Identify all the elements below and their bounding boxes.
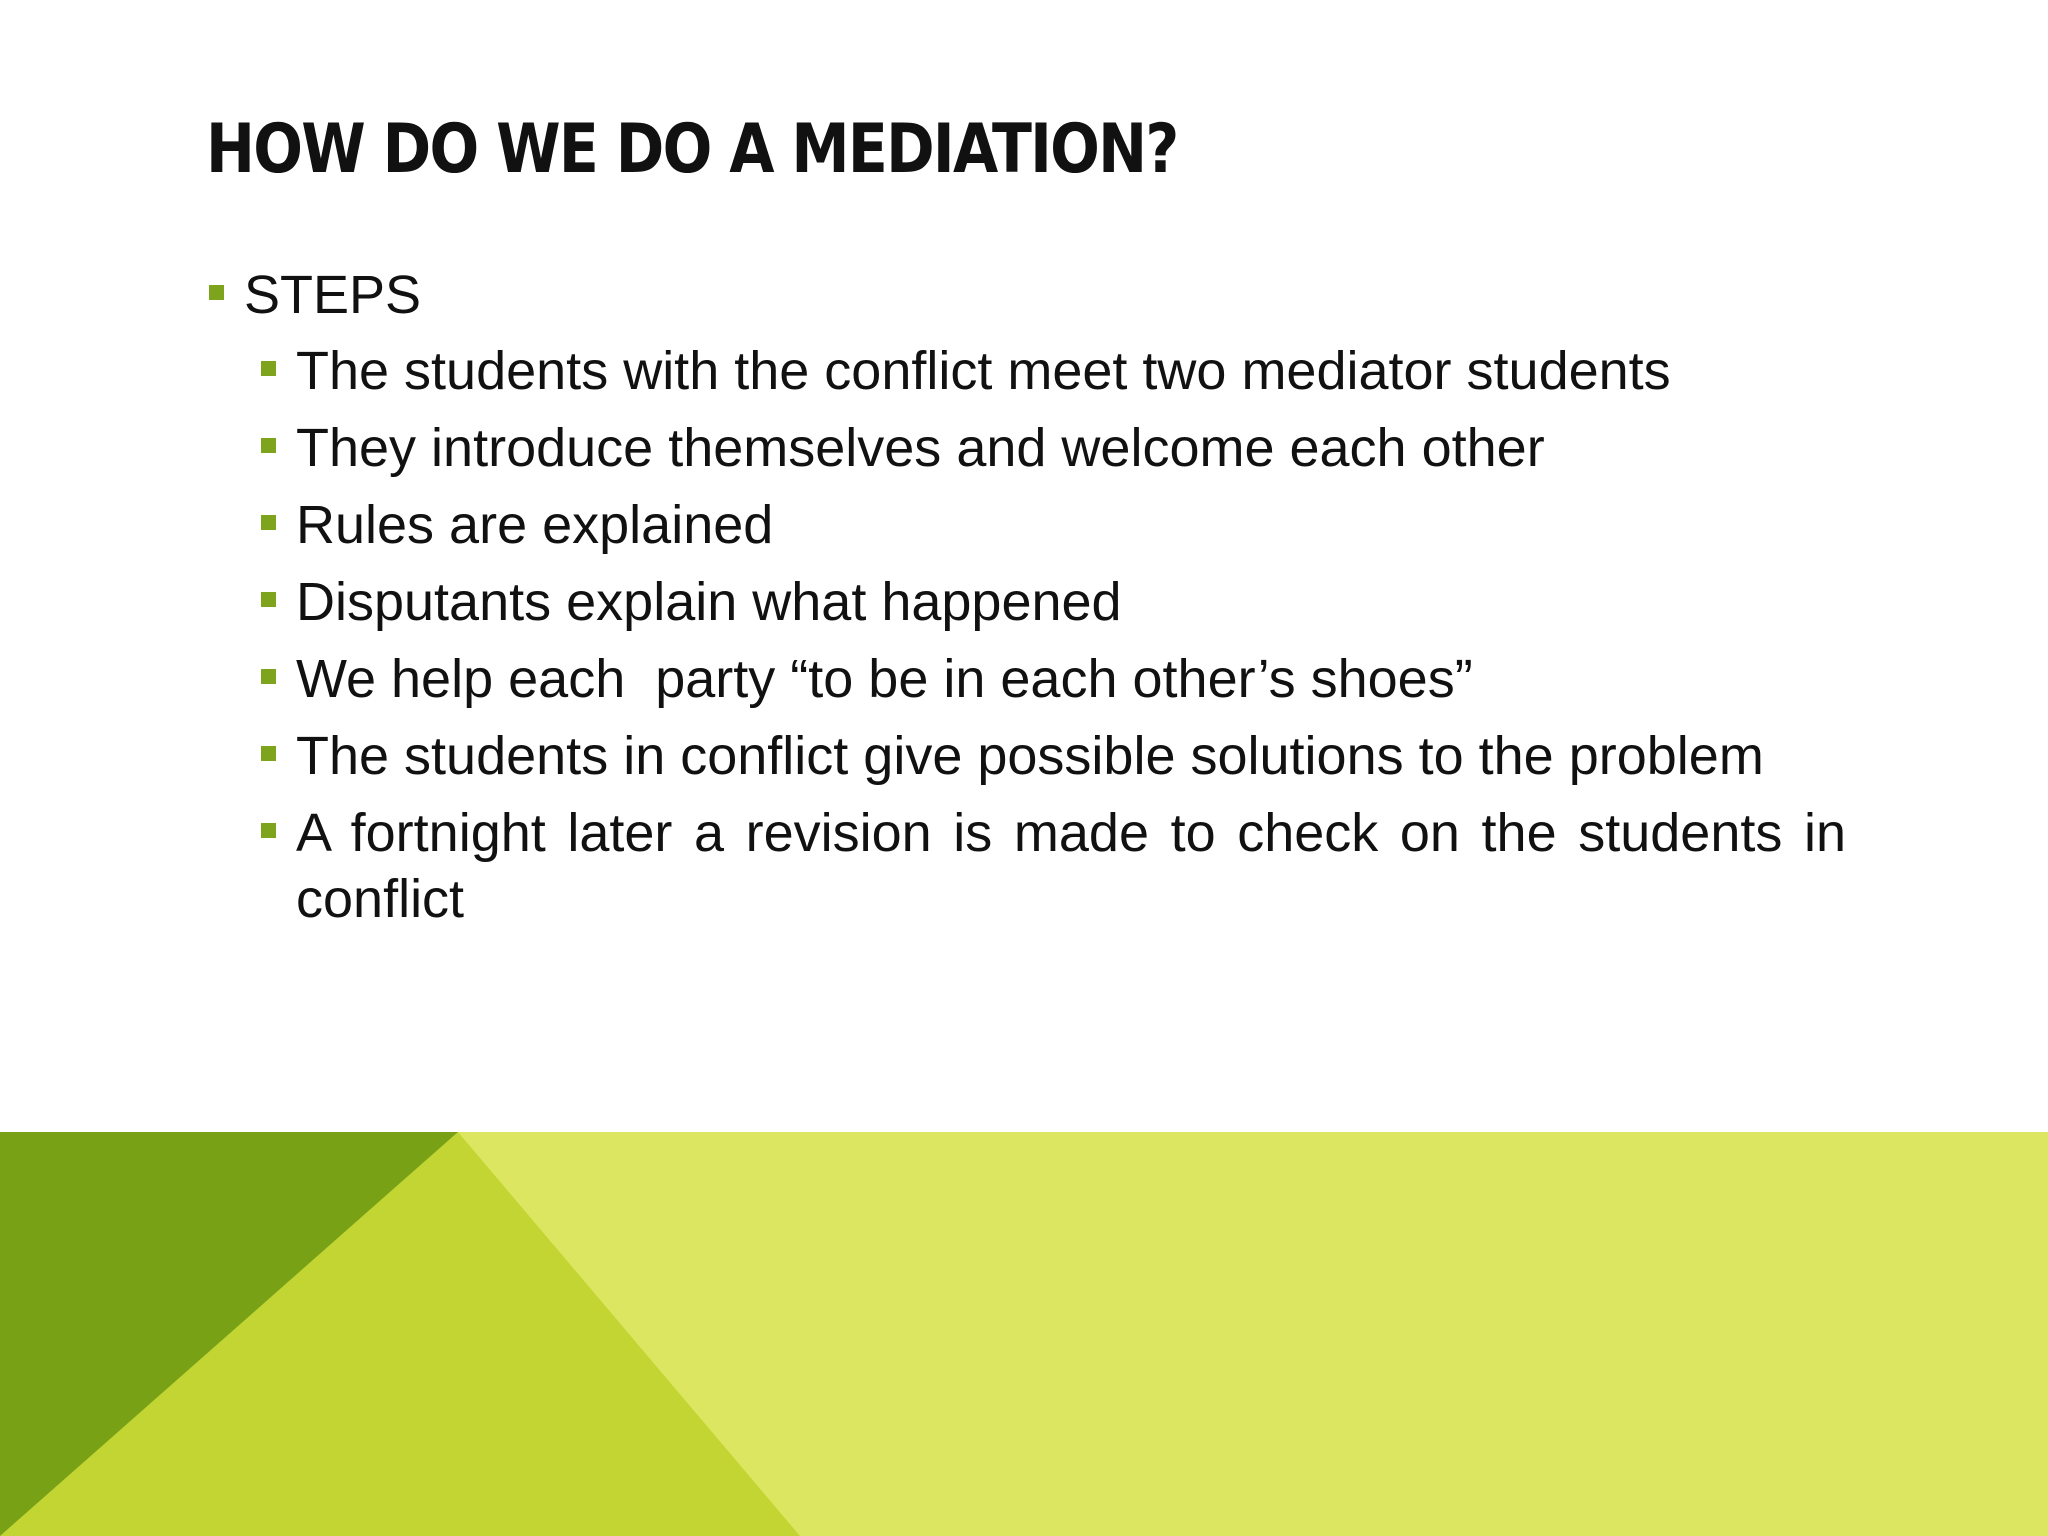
list-item xyxy=(258,723,1846,789)
list-item xyxy=(258,569,1846,635)
list-item xyxy=(258,646,1846,712)
square-bullet-icon xyxy=(261,515,276,530)
slide-title: HOW DO WE DO A MEDIATION? xyxy=(206,110,1178,189)
square-bullet-icon xyxy=(261,361,276,376)
square-bullet-icon xyxy=(261,746,276,761)
list-item xyxy=(258,338,1846,404)
bullet-list xyxy=(206,262,1846,943)
list-item-text: The students with the conflict meet two mediator students xyxy=(296,341,1671,401)
list-item-text: Disputants explain what happened xyxy=(296,572,1122,632)
list-item-text: We help each party “to be in each other’s shoes” xyxy=(296,649,1473,709)
square-bullet-icon xyxy=(261,438,276,453)
list-item xyxy=(258,492,1846,558)
list-item-steps xyxy=(206,262,1846,328)
list-item-text: They introduce themselves and welcome each other xyxy=(296,418,1545,478)
list-item-text: Rules are explained xyxy=(296,495,774,555)
list-item-text: A fortnight later a revision is made to check on the students in conflict xyxy=(296,803,1846,929)
list-item xyxy=(258,800,1846,932)
list-item-text: STEPS xyxy=(244,265,422,325)
square-bullet-icon xyxy=(209,285,224,300)
decorative-footer-band xyxy=(0,1132,2048,1536)
list-item xyxy=(258,415,1846,481)
square-bullet-icon xyxy=(261,823,276,838)
list-item-text: The students in conflict give possible solutions to the problem xyxy=(296,726,1764,786)
square-bullet-icon xyxy=(261,592,276,607)
square-bullet-icon xyxy=(261,669,276,684)
